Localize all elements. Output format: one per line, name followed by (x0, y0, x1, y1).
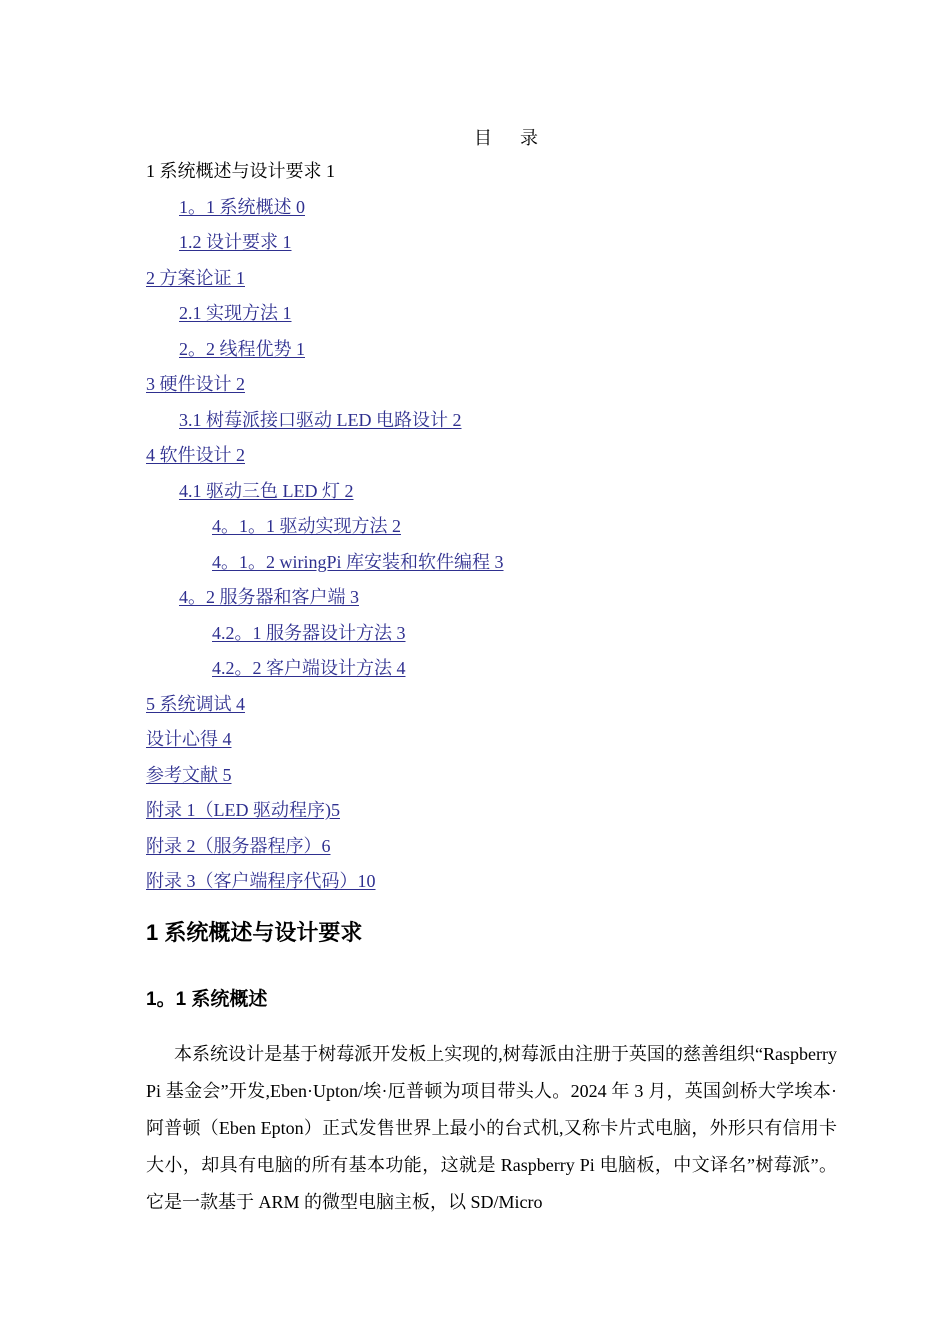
toc-entry (146, 155, 846, 191)
toc-link[interactable]: 4.2。1 服务器设计方法 3 (212, 622, 406, 643)
toc-entry (146, 226, 846, 262)
toc-link[interactable]: 附录 2（服务器程序）6 (146, 835, 331, 856)
toc-link[interactable]: 1。1 系统概述 0 (179, 196, 305, 217)
toc-entry (146, 759, 846, 795)
toc-entry (146, 475, 846, 511)
toc-link[interactable]: 附录 3（客户端程序代码）10 (146, 871, 376, 891)
toc-link[interactable]: 2。2 线程优势 1 (179, 338, 305, 359)
toc-entry (146, 581, 846, 617)
toc-link[interactable]: 4.1 驱动三色 LED 灯 2 (179, 480, 354, 501)
toc-link[interactable]: 3 硬件设计 2 (146, 374, 245, 394)
toc-title (0, 124, 950, 150)
toc-link[interactable]: 3.1 树莓派接口驱动 LED 电路设计 2 (179, 409, 462, 430)
toc-link[interactable]: 5 系统调试 4 (146, 693, 245, 714)
toc-entry (146, 404, 846, 440)
toc-link[interactable]: 2 方案论证 1 (146, 267, 245, 288)
section-heading: 1 系统概述与设计要求 (146, 920, 363, 945)
toc-entry (146, 723, 846, 759)
subsection-heading: 1。1 系统概述 (146, 989, 268, 1010)
toc-entry (146, 439, 846, 475)
toc-entry (146, 297, 846, 333)
toc-title-char-1: 目 (474, 128, 492, 148)
toc-link[interactable]: 1.2 设计要求 1 (179, 232, 292, 252)
toc-link[interactable]: 1 系统概述与设计要求 1 (146, 161, 335, 181)
toc-entry (146, 333, 846, 369)
toc-entry (146, 510, 846, 546)
toc-link[interactable]: 4。1。1 驱动实现方法 2 (212, 516, 401, 536)
table-of-contents (146, 155, 846, 901)
toc-link[interactable]: 4。1。2 wiringPi 库安装和软件编程 3 (212, 551, 504, 572)
toc-entry (146, 865, 846, 901)
toc-link[interactable]: 4.2。2 客户端设计方法 4 (212, 658, 406, 678)
toc-link[interactable]: 2.1 实现方法 1 (179, 303, 292, 323)
toc-entry (146, 830, 846, 866)
toc-entry (146, 546, 846, 582)
toc-entry (146, 617, 846, 653)
toc-entry (146, 688, 846, 724)
toc-entry (146, 652, 846, 688)
toc-entry (146, 794, 846, 830)
toc-link[interactable]: 4。2 服务器和客户端 3 (179, 587, 359, 607)
toc-title-char-2: 录 (520, 128, 538, 148)
toc-link[interactable]: 设计心得 4 (146, 729, 232, 749)
body-paragraph: 本系统设计是基于树莓派开发板上实现的,树莓派由注册于英国的慈善组织“Raspberry Pi 基金会”开发,Eben·Upton/埃·厄普顿为项目带头人。2024 年 3 月，英国剑桥大学埃本·阿普顿（Eben Epton）正式发售世界上最小的台式机,又称卡片式电脑，外形只有信用卡大小，却具有电脑的所有基本功能，这就是 Raspberry Pi 电脑板，中文译名”树莓派”。它是一款基于 ARM 的微型电脑主板，以 SD/Micro (146, 1044, 837, 1212)
toc-entry (146, 368, 846, 404)
toc-link[interactable]: 附录 1（LED 驱动程序)5 (146, 800, 340, 820)
toc-link[interactable]: 4 软件设计 2 (146, 445, 245, 465)
toc-entry (146, 191, 846, 227)
toc-entry (146, 262, 846, 298)
toc-link[interactable]: 参考文献 5 (146, 764, 232, 785)
